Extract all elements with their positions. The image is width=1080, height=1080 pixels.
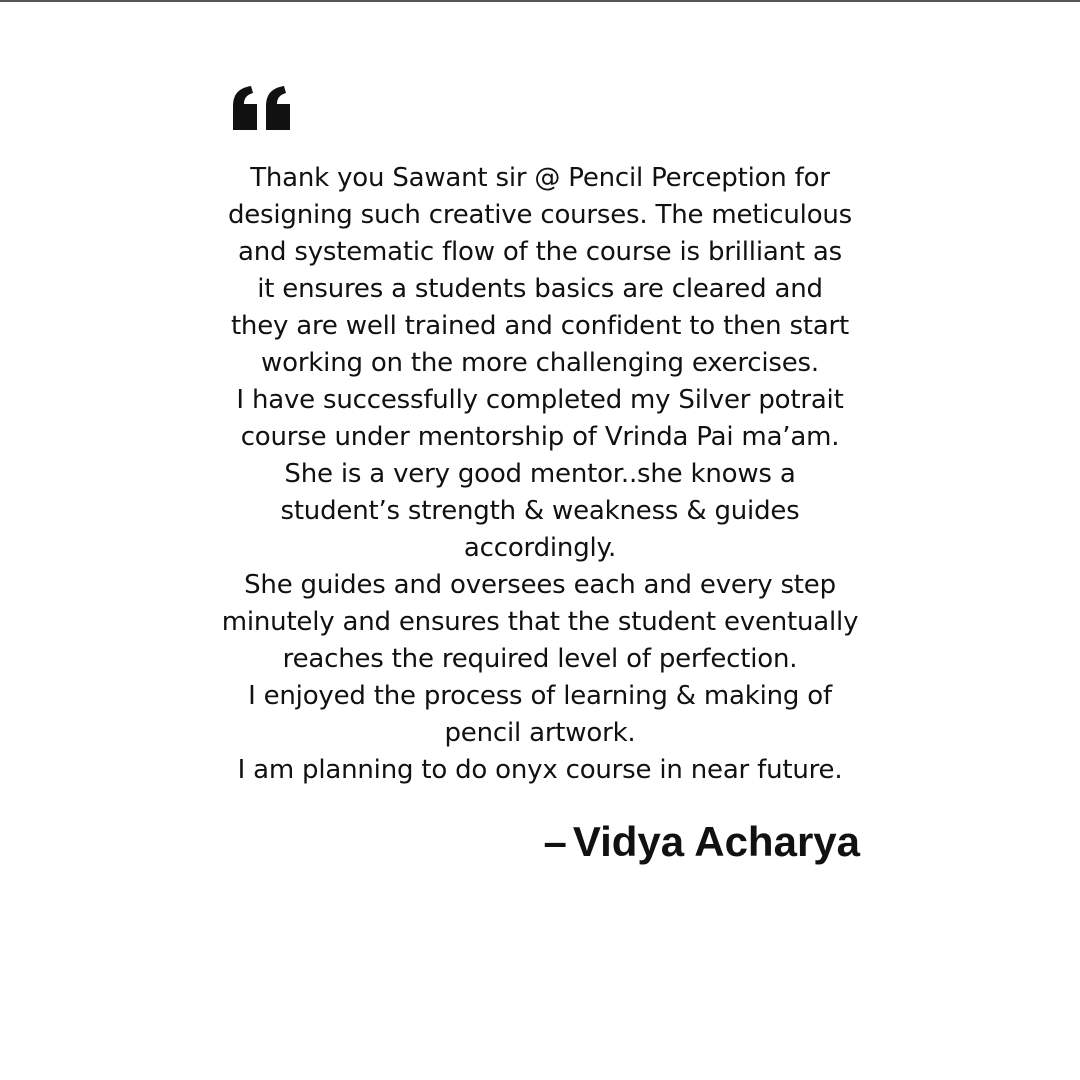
testimonial-author bbox=[543, 815, 860, 869]
testimonial-quote bbox=[190, 160, 890, 789]
quote-line: student’s strength & weakness & guides bbox=[280, 496, 800, 526]
author-name: Vidya Acharya bbox=[572, 818, 860, 865]
quote-line: course under mentorship of Vrinda Pai ma’am. bbox=[240, 422, 840, 452]
quote-line: it ensures a students basics are cleared and bbox=[257, 274, 823, 304]
author-dash: – bbox=[543, 818, 567, 865]
quote-line: I have successfully completed my Silver potrait bbox=[236, 385, 844, 415]
quote-line: designing such creative courses. The meticulous bbox=[227, 200, 853, 230]
quote-line: I enjoyed the process of learning & making of bbox=[248, 681, 832, 711]
quote-open-icon bbox=[233, 86, 291, 130]
top-divider bbox=[0, 0, 1080, 2]
quote-line: She guides and oversees each and every step bbox=[244, 570, 836, 600]
quote-line: pencil artwork. bbox=[444, 718, 636, 748]
quote-line: accordingly. bbox=[463, 533, 617, 563]
quote-line: Thank you Sawant sir @ Pencil Perception for bbox=[250, 163, 830, 193]
quote-line: I am planning to do onyx course in near future. bbox=[237, 755, 843, 785]
quote-line: minutely and ensures that the student eventually bbox=[221, 607, 859, 637]
quote-line: they are well trained and confident to then start bbox=[230, 311, 850, 341]
quote-line: working on the more challenging exercises. bbox=[261, 348, 819, 378]
quote-line: and systematic flow of the course is brilliant as bbox=[237, 237, 842, 267]
quote-line: reaches the required level of perfection. bbox=[282, 644, 798, 674]
quote-line: She is a very good mentor..she knows a bbox=[284, 459, 796, 489]
